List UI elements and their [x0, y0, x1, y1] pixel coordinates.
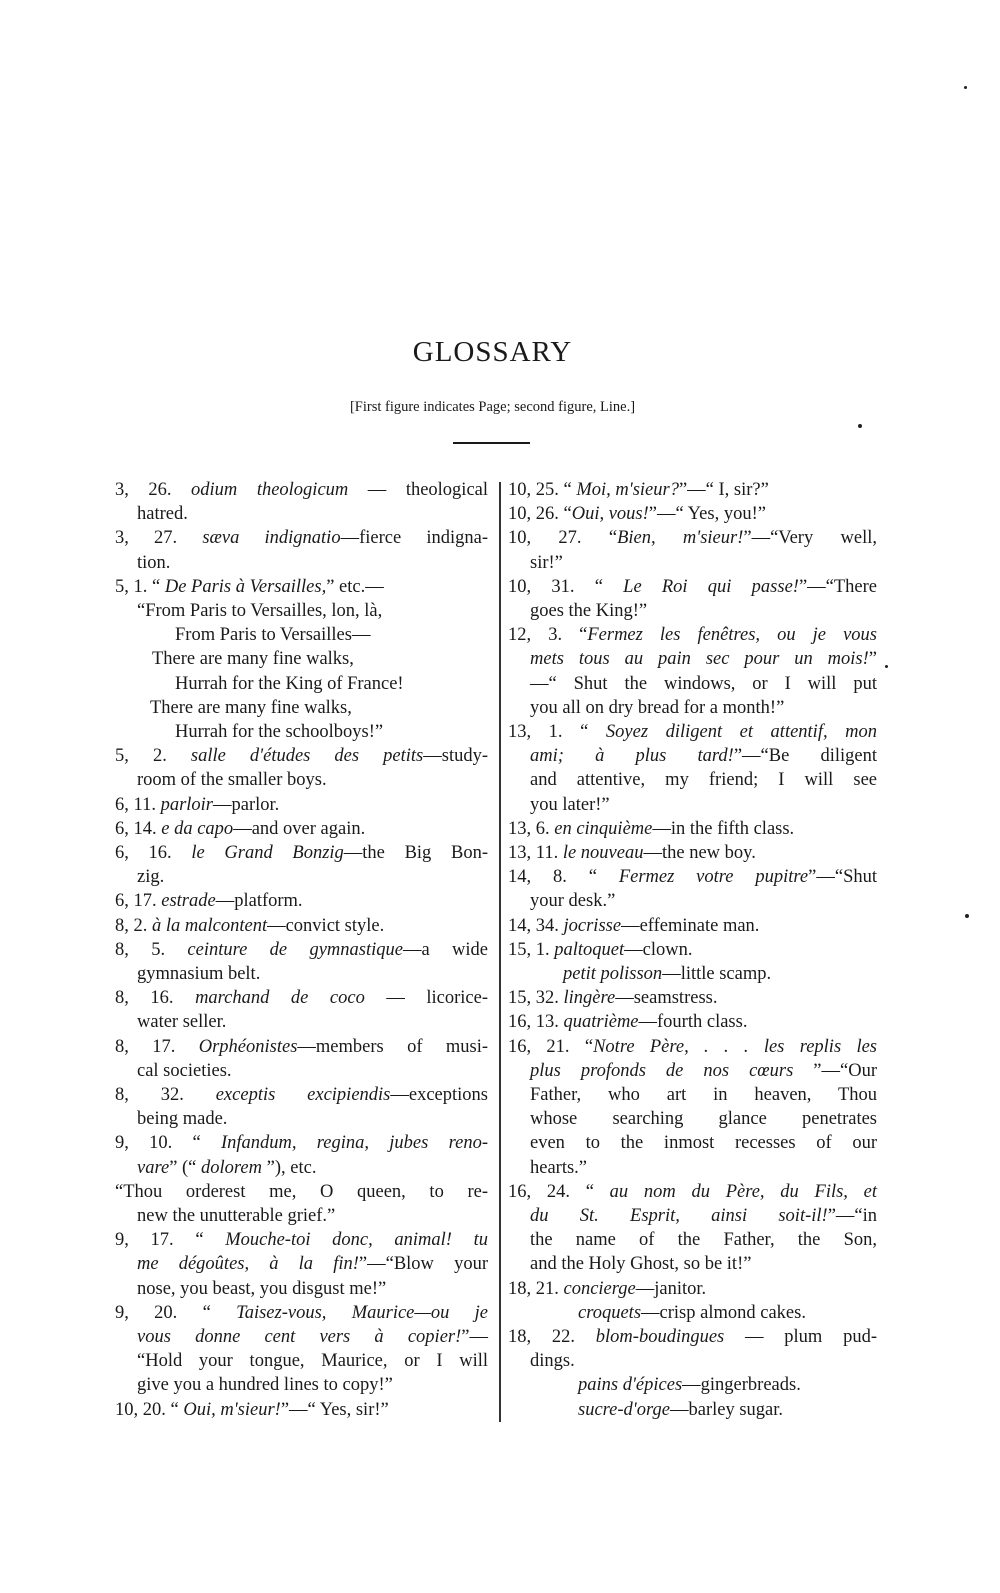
- gloss-text: 3, 27.: [115, 528, 203, 549]
- gloss-text: ” (“: [169, 1157, 202, 1178]
- gloss-text: 16, 24. “: [508, 1181, 610, 1202]
- gloss-text: — plum pud-: [724, 1327, 877, 1347]
- gloss-text: 13, 6.: [508, 818, 555, 839]
- gloss-text: — theological: [348, 480, 489, 500]
- glossary-line: [530, 745, 877, 767]
- gloss-text: ”—“There: [798, 576, 877, 597]
- french-term: vous donne cent vers à copier!: [137, 1327, 462, 1347]
- gloss-text: gymnasium belt.: [137, 964, 261, 984]
- gloss-text: —clown.: [624, 939, 693, 960]
- gloss-text: ”—“Blow your: [358, 1254, 488, 1275]
- french-term: salle d'études des petits: [190, 746, 424, 767]
- glossary-line: [115, 939, 488, 961]
- gloss-text: 8, 5.: [115, 939, 188, 960]
- french-term: Infandum, regina, jubes reno-: [221, 1133, 488, 1154]
- gloss-text: —the Big Bon-: [343, 843, 488, 863]
- gloss-text: Father, who art in heaven, Thou: [530, 1085, 877, 1105]
- gloss-text: —effeminate man.: [621, 915, 760, 936]
- gloss-text: ”—“in: [827, 1206, 877, 1226]
- glossary-line: [175, 624, 370, 646]
- gloss-text: There are many fine walks,: [150, 697, 352, 718]
- gloss-text: ”—: [461, 1327, 488, 1347]
- gloss-text: tion.: [137, 552, 171, 573]
- french-term: sæva indignatio: [202, 528, 341, 549]
- glossary-line: [530, 673, 877, 695]
- glossary-line: [115, 915, 384, 937]
- french-term: odium theologicum: [191, 480, 349, 500]
- glossary-line: [578, 1399, 783, 1421]
- gloss-text: 13, 11.: [508, 843, 563, 863]
- gloss-text: new the unutterable grief.”: [137, 1206, 336, 1226]
- gloss-text: your desk.”: [530, 891, 616, 912]
- french-term: estrade: [161, 891, 216, 912]
- gloss-text: whose searching glance penetrates: [530, 1109, 877, 1130]
- gloss-text: 14, 8. “: [508, 867, 619, 888]
- scan-speck: [964, 86, 967, 89]
- glossary-line: [530, 1253, 751, 1275]
- glossary-line: [508, 576, 877, 598]
- gloss-text: give you a hundred lines to copy!”: [137, 1375, 393, 1396]
- gloss-text: ”—“ I, sir?”: [678, 480, 769, 500]
- glossary-line: [508, 1181, 877, 1203]
- glossary-line: [137, 600, 382, 622]
- glossary-line: [508, 1011, 747, 1033]
- glossary-line: [137, 503, 188, 525]
- glossary-line: [115, 794, 279, 816]
- gloss-text: ”: [868, 649, 877, 670]
- glossary-line: [530, 1108, 877, 1130]
- french-term: Oui, vous!: [571, 504, 649, 525]
- french-term: concierge: [563, 1278, 636, 1299]
- gloss-text: hatred.: [137, 504, 188, 525]
- french-term: le Grand Bonzig: [191, 843, 344, 863]
- french-term: au nom du Père, du Fils, et: [609, 1181, 877, 1202]
- glossary-line: [530, 1350, 575, 1372]
- gloss-text: —study-: [423, 746, 488, 767]
- french-term: jocrisse: [563, 915, 622, 936]
- gloss-text: 8, 17.: [115, 1036, 199, 1057]
- glossary-line: [530, 794, 610, 816]
- gloss-text: water seller.: [137, 1012, 227, 1033]
- french-term: plus profonds de nos cœurs: [530, 1060, 794, 1081]
- glossary-line: [137, 1157, 316, 1179]
- glossary-line: [530, 1229, 877, 1251]
- french-term: Bien, m'sieur!: [617, 528, 744, 549]
- gloss-text: 10, 31. “: [508, 576, 624, 597]
- glossary-line: [115, 1132, 488, 1154]
- glossary-line: [175, 721, 383, 743]
- french-term: mets tous au pain sec pour un mois!: [530, 649, 869, 670]
- french-term: ceinture de gymnastique: [187, 939, 403, 960]
- glossary-line: [508, 818, 794, 840]
- gloss-text: 8, 2.: [115, 915, 152, 936]
- gloss-text: From Paris to Versailles—: [175, 625, 371, 646]
- french-term: Oui, m'sieur!: [183, 1399, 281, 1420]
- french-term: sucre-d'orge: [578, 1399, 670, 1420]
- french-term: lingère: [563, 988, 616, 1009]
- gloss-text: 16, 21. “: [508, 1036, 594, 1057]
- glossary-line: [137, 1108, 227, 1130]
- scan-speck: [858, 424, 862, 428]
- glossary-line: [152, 648, 354, 670]
- page-title: GLOSSARY: [412, 336, 573, 368]
- glossary-line: [578, 1374, 801, 1396]
- glossary-line: [115, 1302, 488, 1324]
- glossary-line: [137, 769, 327, 791]
- glossary-line: [530, 1084, 877, 1106]
- gloss-text: There are many fine walks,: [152, 649, 354, 670]
- glossary-line: [115, 576, 384, 598]
- glossary-line: [530, 1132, 877, 1154]
- gloss-text: “Hold your tongue, Maurice, or I will: [137, 1351, 488, 1372]
- column-divider: [499, 482, 501, 1422]
- gloss-text: the name of the Father, the Son,: [530, 1230, 877, 1251]
- glossary-line: [508, 866, 877, 888]
- glossary-line: [508, 1036, 877, 1058]
- gloss-text: ”—“Be diligent: [733, 746, 877, 767]
- glossary-line: [150, 697, 352, 719]
- glossary-line: [137, 1011, 226, 1033]
- french-term: Fermez les fenêtres, ou je vous: [587, 625, 878, 646]
- gloss-text: — licorice-: [364, 988, 489, 1009]
- gloss-text: Hurrah for the schoolboys!”: [175, 722, 384, 742]
- french-term: vare: [137, 1157, 170, 1178]
- scan-speck: [965, 914, 969, 918]
- gloss-text: 6, 17.: [115, 891, 162, 912]
- glossary-line: [137, 1278, 386, 1300]
- gloss-text: and attentive, my friend; I will see: [530, 770, 877, 791]
- page-subtitle: [First figure indicates Page; second figure, Line.]: [349, 399, 636, 415]
- gloss-text: —platform.: [215, 891, 303, 912]
- gloss-text: and the Holy Ghost, so be it!”: [530, 1254, 752, 1275]
- gloss-text: 8, 32.: [115, 1085, 216, 1105]
- glossary-line: [508, 721, 877, 743]
- gloss-text: —members of musi-: [297, 1036, 488, 1057]
- glossary-line: [115, 1229, 488, 1251]
- gloss-text: —the new boy.: [643, 843, 756, 863]
- french-term: pains d'épices: [578, 1375, 683, 1396]
- gloss-text: goes the King!”: [530, 601, 648, 621]
- gloss-text: 9, 17. “: [115, 1230, 226, 1251]
- gloss-text: 18, 22.: [508, 1327, 596, 1347]
- gloss-text: 13, 1. “: [508, 722, 606, 742]
- gloss-text: 14, 34.: [508, 915, 564, 936]
- gloss-text: —and over again.: [233, 818, 366, 839]
- gloss-text: —exceptions: [390, 1085, 488, 1105]
- gloss-text: 6, 11.: [115, 794, 161, 815]
- gloss-text: you all on dry bread for a month!”: [530, 697, 785, 718]
- french-term: Orphéonistes: [198, 1036, 298, 1057]
- gloss-text: —fierce indigna-: [340, 528, 488, 549]
- french-term: parloir: [160, 794, 214, 815]
- glossary-line: [508, 842, 756, 864]
- gloss-text: ”), etc.: [262, 1157, 317, 1178]
- gloss-text: 15, 1.: [508, 939, 555, 960]
- gloss-text: zig.: [137, 867, 165, 888]
- gloss-text: —janitor.: [635, 1278, 707, 1299]
- gloss-text: 10, 25. “: [508, 480, 577, 500]
- french-term: croquets: [578, 1302, 642, 1323]
- gloss-text: 5, 2.: [115, 746, 191, 767]
- french-term: blom-boudingues: [595, 1327, 725, 1347]
- glossary-line: [563, 963, 771, 985]
- gloss-text: 3, 26.: [115, 480, 192, 500]
- french-term: Fermez votre pupitre: [618, 867, 809, 888]
- gloss-text: 6, 16.: [115, 843, 192, 863]
- glossary-line: [508, 915, 759, 937]
- glossary-line: [530, 1205, 877, 1227]
- gloss-text: 9, 10. “: [115, 1133, 221, 1154]
- glossary-line: [137, 1350, 488, 1372]
- gloss-text: dings.: [530, 1351, 575, 1372]
- glossary-line: [137, 1205, 335, 1227]
- gloss-text: 12, 3. “: [508, 625, 588, 646]
- glossary-line: [137, 866, 164, 888]
- glossary-line: [115, 1399, 389, 1421]
- glossary-line: [530, 697, 784, 719]
- glossary-line: [508, 479, 769, 501]
- french-term: dolorem: [201, 1157, 263, 1178]
- glossary-line: [508, 624, 877, 646]
- glossary-line: [115, 527, 488, 549]
- gloss-text: —parlor.: [213, 794, 280, 815]
- gloss-text: 8, 16.: [115, 988, 196, 1009]
- glossary-line: [137, 963, 260, 985]
- scan-speck: [885, 665, 888, 668]
- glossary-line: [137, 1326, 488, 1348]
- glossary-line: [115, 1181, 488, 1203]
- glossary-line: [115, 479, 488, 501]
- glossary-line: [137, 552, 170, 574]
- french-term: quatrième: [563, 1012, 639, 1033]
- glossary-line: [530, 648, 877, 670]
- french-term: le nouveau: [562, 843, 644, 863]
- gloss-text: 15, 32.: [508, 988, 564, 1009]
- gloss-text: —fourth class.: [638, 1012, 748, 1033]
- gloss-text: 10, 20. “: [115, 1399, 184, 1420]
- gloss-text: ” etc.—: [326, 576, 384, 597]
- gloss-text: 10, 26. “: [508, 504, 572, 525]
- gloss-text: even to the inmost recesses of our: [530, 1133, 877, 1154]
- gloss-text: ”—“Our: [793, 1060, 877, 1081]
- glossary-line: [115, 745, 488, 767]
- gloss-text: nose, you beast, you disgust me!”: [137, 1278, 387, 1299]
- french-term: en cinquième: [554, 818, 653, 839]
- gloss-text: sir!”: [530, 552, 563, 573]
- french-term: ami; à plus tard!: [530, 746, 734, 767]
- glossary-line: [115, 890, 303, 912]
- gloss-text: ”—“Very well,: [743, 528, 877, 549]
- glossary-line: [115, 987, 488, 1009]
- french-term: à la malcontent: [152, 915, 268, 936]
- glossary-line: [137, 1060, 232, 1082]
- french-term: e da capo: [161, 818, 234, 839]
- french-term: Taisez-vous, Maurice—ou je: [236, 1302, 488, 1323]
- gloss-text: “From Paris to Versailles, lon, là,: [137, 601, 383, 621]
- glossary-line: [530, 600, 647, 622]
- glossary-line: [508, 939, 692, 961]
- gloss-text: —gingerbreads.: [682, 1375, 801, 1396]
- glossary-line: [508, 1278, 706, 1300]
- french-term: petit polisson: [563, 964, 663, 984]
- french-term: De Paris à Versailles,: [164, 576, 327, 597]
- french-term: Moi, m'sieur?: [576, 480, 679, 500]
- glossary-line: [530, 1157, 587, 1179]
- french-term: du St. Esprit, ainsi soit-il!: [530, 1206, 828, 1226]
- gloss-text: 16, 13.: [508, 1012, 564, 1033]
- glossary-line: [508, 503, 766, 525]
- glossary-line: [530, 1060, 877, 1082]
- gloss-text: —little scamp.: [662, 964, 772, 984]
- glossary-line: [508, 1326, 877, 1348]
- gloss-text: 18, 21.: [508, 1278, 564, 1299]
- glossary-line: [508, 527, 877, 549]
- gloss-text: —seamstress.: [615, 988, 718, 1009]
- gloss-text: 10, 27. “: [508, 528, 618, 549]
- glossary-line: [115, 818, 365, 840]
- glossary-line: [115, 842, 488, 864]
- glossary-line: [508, 987, 717, 1009]
- gloss-text: 9, 20. “: [115, 1302, 237, 1323]
- french-term: exceptis excipiendis: [215, 1085, 391, 1105]
- glossary-line: [530, 552, 563, 574]
- glossary-line: [530, 769, 877, 791]
- gloss-text: ”—“Shut: [808, 867, 877, 888]
- french-term: Le Roi qui passe!: [623, 576, 799, 597]
- gloss-text: —“ Shut the windows, or I will put: [530, 673, 877, 694]
- glossary-line: [578, 1302, 806, 1324]
- gloss-text: you later!”: [530, 794, 610, 815]
- gloss-text: —a wide: [402, 939, 488, 960]
- french-term: me dégoûtes, à la fin!: [137, 1254, 359, 1275]
- gloss-text: —in the fifth class.: [652, 818, 795, 839]
- french-term: Mouche-toi donc, animal! tu: [225, 1230, 488, 1251]
- title-rule: [453, 442, 530, 444]
- gloss-text: 5, 1. “: [115, 576, 165, 597]
- french-term: marchand de coco: [195, 988, 365, 1009]
- gloss-text: —crisp almond cakes.: [641, 1302, 806, 1323]
- glossary-line: [175, 673, 404, 695]
- gloss-text: cal societies.: [137, 1060, 232, 1081]
- glossary-line: [115, 1036, 488, 1058]
- gloss-text: being made.: [137, 1109, 228, 1130]
- glossary-line: [137, 1253, 488, 1275]
- gloss-text: 6, 14.: [115, 818, 162, 839]
- french-term: paltoquet: [554, 939, 625, 960]
- gloss-text: —barley sugar.: [669, 1399, 784, 1420]
- glossary-line: [137, 1374, 393, 1396]
- french-term: Notre Père, . . . les replis les: [593, 1036, 878, 1057]
- gloss-text: —convict style.: [267, 915, 385, 936]
- french-term: Soyez diligent et attentif, mon: [605, 722, 878, 742]
- gloss-text: ”—“ Yes, you!”: [648, 504, 766, 525]
- gloss-text: ”—“ Yes, sir!”: [280, 1399, 389, 1420]
- glossary-line: [530, 890, 615, 912]
- gloss-text: room of the smaller boys.: [137, 770, 327, 791]
- glossary-line: [115, 1084, 488, 1106]
- gloss-text: hearts.”: [530, 1157, 588, 1178]
- gloss-text: Hurrah for the King of France!: [175, 673, 404, 694]
- gloss-text: “Thou orderest me, O queen, to re-: [115, 1181, 488, 1202]
